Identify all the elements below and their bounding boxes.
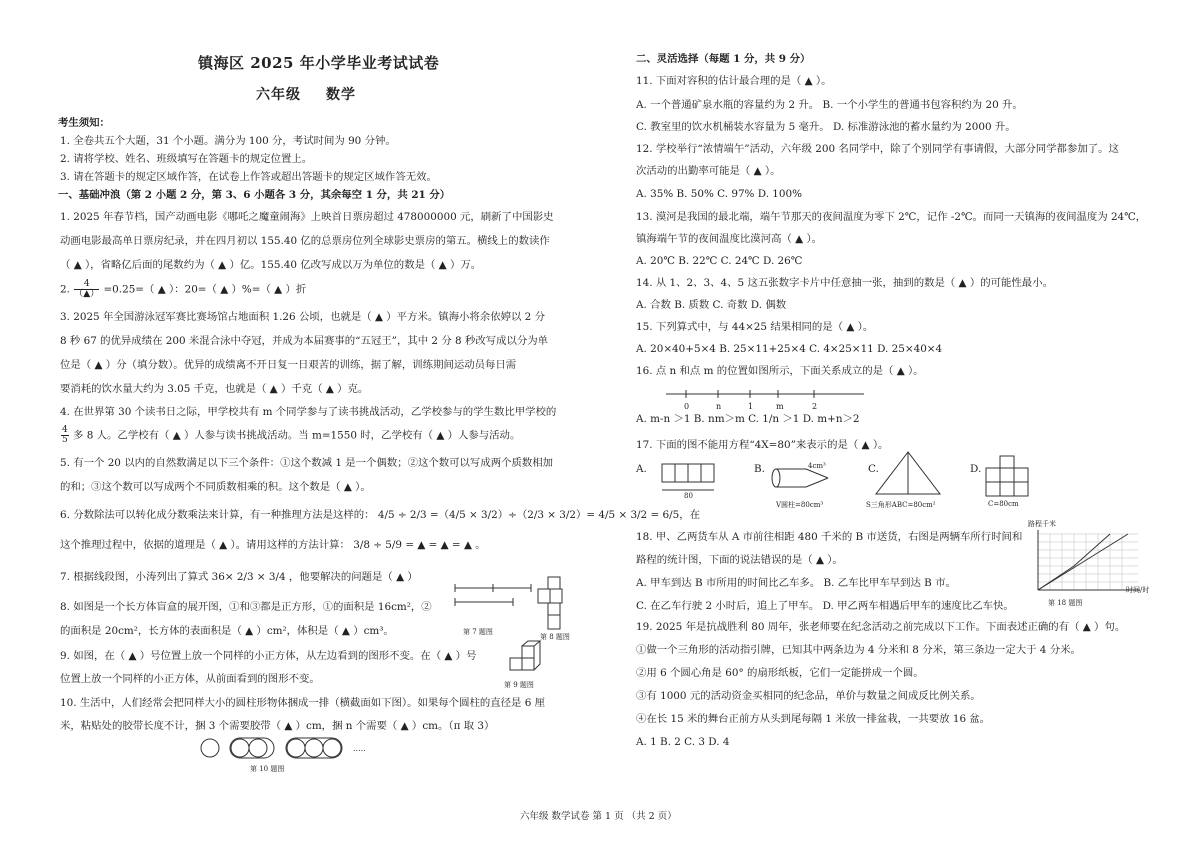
figure-9-caption: 第 9 题图	[504, 681, 534, 689]
section2-heading: 二、灵活选择（每题 1 分，共 9 分）	[636, 53, 811, 65]
question-line: 19. 2025 年是抗战胜利 80 周年，张老师要在纪念活动之前完成以下工作。下面表述正确的有（ ▲ ）句。	[636, 621, 1126, 633]
q17-figure-c	[872, 450, 944, 500]
question-line: 18. 甲、乙两货车从 A 市前往相距 480 千米的 B 市送货，右图是两辆车所行时间和	[636, 531, 1023, 543]
tick-label: m	[776, 402, 784, 411]
figure-18-caption: 第 18 题图	[1048, 599, 1083, 607]
q7-fraction: 2/3 × 3/4	[236, 571, 286, 583]
q2-numerator: 4	[74, 280, 99, 290]
tick-label: 1	[748, 402, 754, 411]
section1-heading: 一、基础冲浪（第 2 小题 2 分，第 3、6 小题各 3 分，其余每空 1 分，共 21 分）	[58, 189, 451, 201]
fig18-ylabel: 路程千米	[1028, 520, 1056, 528]
q17-b-formula: V圆柱=80cm³	[776, 501, 824, 509]
notice-item: 2. 请将学校、姓名、班级填写在答题卡的规定位置上。	[60, 153, 313, 165]
notice-heading: 考生须知：	[58, 117, 110, 129]
question-line: 1. 2025 年春节档，国产动画电影《哪吒之魔童闹海》上映首日票房超过 478000000 元，刷新了中国影史	[60, 211, 554, 223]
q6-text2: 这个推理过程中，依据的道理是（ ▲ ）。请用这样的方法计算：	[60, 539, 350, 551]
q17-option-c: C.	[868, 463, 879, 475]
q4-denominator: 5	[62, 435, 68, 445]
figure-9-cubes	[506, 640, 546, 678]
question-line: A. 35% B. 50% C. 97% D. 100%	[636, 188, 803, 200]
q17-figure-d	[984, 454, 1044, 500]
q6-text: 6. 分数除法可以转化成分数乘法来计算，有一种推理方法是这样的：	[60, 509, 375, 521]
tick-label: 0	[684, 402, 690, 411]
q17-a-note: 80	[684, 492, 693, 500]
q7-text: 7. 根据线段图，小涛列出了算式 36×	[60, 571, 234, 583]
figure-8-caption: 第 8 题图	[540, 633, 570, 641]
question-line: 15. 下列算式中，与 44×25 结果相同的是（ ▲ ）。	[636, 321, 874, 333]
notice-item: 3. 请在答题卡的规定区域作答，在试卷上作答或超出答题卡的规定区域作答无效。	[60, 171, 437, 183]
question-2	[60, 280, 306, 299]
question-line: 位是（ ▲ ）分（填分数）。优异的成绩离不开日复一日艰苦的训练，据了解，训练期间运动员每日需	[60, 359, 517, 371]
q6-equation: 4/5 ÷ 2/3 =（4/5 × 3/2）÷（2/3 × 3/2）= 4/5 × 3/2 = 6/5，在	[377, 509, 700, 521]
figure-10-caption: 第 10 题图	[250, 765, 285, 773]
question-6	[60, 508, 700, 522]
q2-fraction	[74, 280, 99, 299]
question-line: 5. 有一个 20 以内的自然数满足以下三个条件：①这个数减 1 是一个偶数；②这个数可以写成两个质数相加	[60, 457, 554, 469]
question-line: A. 甲车到达 B 市所用的时间比乙车多。 B. 乙车比甲车早到达 B 市。	[636, 577, 956, 589]
q17-option-b: B.	[754, 463, 765, 475]
question-line: 17. 下面的图不能用方程“4X=80”来表示的是（ ▲ ）。	[636, 439, 889, 451]
question-line: 9. 如图，在（ ▲ ）号位置上放一个同样的小正方体，从左边看到的图形不变。在（ ▲ ）号	[60, 650, 477, 662]
subject-label: 数学	[326, 87, 356, 103]
question-line: 11. 下面对容积的估计最合理的是（ ▲ ）。	[636, 75, 832, 87]
q4-fraction	[61, 426, 69, 445]
question-line: 16. 点 n 和点 m 的位置如图所示，下面关系成立的是（ ▲ ）。	[636, 365, 924, 377]
exam-title: 镇海区 2025 年小学毕业考试试卷	[198, 54, 440, 72]
page-footer: 六年级 数学试卷 第 1 页 （共 2 页）	[520, 811, 677, 822]
question-line: ②用 6 个圆心角是 60° 的扇形纸板，它们一定能拼成一个圆。	[636, 667, 924, 679]
figure-7-caption: 第 7 题图	[463, 628, 493, 636]
question-line: A. 一个普通矿泉水瓶的容量约为 2 升。 B. 一个小学生的普通书包容积约为 20 升。	[636, 99, 1023, 111]
question-6-line2	[60, 538, 486, 552]
question-line: （ ▲ ），省略亿后面的尾数约为（ ▲ ）亿。155.40 亿改写成以万为单位的数是（ ▲ ）万。	[60, 259, 482, 271]
question-line: 14. 从 1、2、3、4、5 这五张数字卡片中任意抽一张，抽到的数是（ ▲ ）的可能性最小。	[636, 277, 1053, 289]
question-line: ③有 1000 元的活动资金买相同的纪念品，单价与数量之间成反比例关系。	[636, 690, 981, 702]
fig18-xlabel: 时间/时	[1126, 586, 1150, 594]
question-line: ①做一个三角形的活动指引牌，已知其中两条边为 4 分米和 8 分米，第三条边一定大于 4 分米。	[636, 644, 1081, 656]
figure-10-circles	[198, 736, 398, 760]
q17-option-a: A.	[636, 463, 647, 475]
q2-prefix: 2.	[60, 283, 70, 296]
q17-c-formula: S三角形ABC=80cm²	[866, 501, 936, 509]
question-line: 动画电影最高单日票房纪录，并在四月初以 155.40 亿的总票房位列全球影史票房的第五。横线上的数读作	[60, 235, 550, 247]
question-line: 的和；③这个数可以写成两个不同质数相乘的积。这个数是（ ▲ ）。	[60, 481, 371, 493]
figure-7-segments	[453, 568, 533, 618]
q2-denominator: （▲）	[74, 289, 100, 299]
q17-figure-b	[770, 462, 840, 498]
grade-label: 六年级	[256, 87, 301, 103]
q7-rest: ，他要解决的问题是（ ▲ ）	[288, 571, 418, 583]
question-line: 位置上放一个同样的小正方体，从前面看到的图形不变。	[60, 673, 320, 685]
notice-item: 1. 全卷共五个大题，31 个小题。满分为 100 分，考试时间为 90 分钟。	[60, 135, 396, 147]
question-line: 10. 生活中，人们经常会把同样大小的圆柱形物体捆成一排（横截面如下图）。如果每个圆柱的直径是 6 厘	[60, 697, 546, 709]
question-line: 3. 2025 年全国游泳冠军赛比赛场馆占地面积 1.26 公顷，也就是（ ▲ ）平方米。镇海小将余依婷以 2 分	[60, 311, 545, 323]
question-line: C. 教室里的饮水机桶装水容量为 5 毫升。 D. 标准游泳池的蓄水量约为 2000 升。	[636, 121, 1016, 133]
tick-label: n	[716, 402, 722, 411]
q17-b-note: 4cm³	[808, 462, 826, 470]
question-line: 次活动的出勤率可能是（ ▲ ）。	[636, 165, 781, 177]
question-line: 8 秒 67 的优异成绩在 200 米混合泳中夺冠，并成为本届赛事的“五冠王”，其中 2 分 8 秒改写成以分为单	[60, 335, 549, 347]
question-line: A. 1 B. 2 C. 3 D. 4	[636, 736, 730, 748]
q17-option-d: D.	[970, 463, 982, 475]
question-7	[60, 570, 418, 584]
tick-label: 2	[812, 402, 818, 411]
question-line: 路程的统计图，下面的说法错误的是（ ▲ ）。	[636, 554, 843, 566]
question-line: A. 20℃ B. 22℃ C. 24℃ D. 26℃	[636, 255, 803, 267]
question-line: A. 合数 B. 质数 C. 奇数 D. 偶数	[636, 299, 787, 311]
svg-text:.....: .....	[353, 744, 366, 753]
question-line: 米，粘贴处的胶带长度不计，捆 3 个需要胶带（ ▲ ）cm，捆 n 个需要（ ▲ ）cm。（π 取 3）	[60, 720, 495, 732]
number-line	[666, 384, 866, 414]
question-line: 8. 如图是一个长方体盲盒的展开图，①和③都是正方形，①的面积是 16cm²，②	[60, 601, 432, 613]
q17-d-note: C=80cm	[988, 500, 1019, 508]
question-line: A. m-n ＞1 B. nm＞m C. 1/n ＞1 D. m+n＞2	[636, 413, 860, 425]
q2-rest: =0.25=（ ▲ ）：20=（ ▲ ）%=（ ▲ ）折	[103, 283, 307, 296]
question-line: 的面积是 20cm²，长方体的表面积是（ ▲ ）cm²，体积是（ ▲ ）cm³。	[60, 625, 394, 637]
q4-numerator: 4	[62, 425, 68, 435]
question-line: 要消耗的饮水量大约为 3.05 千克，也就是（ ▲ ）千克（ ▲ ）克。	[60, 383, 369, 395]
q6-calc: 3/8 ÷ 5/9 = ▲ = ▲ = ▲ 。	[353, 539, 486, 551]
figure-8-net	[538, 575, 572, 635]
question-line: A. 20×40+5×4 B. 25×11+25×4 C. 4×25×11 D. 25×40×4	[636, 343, 943, 355]
q4-rest: 多 8 人。乙学校有（ ▲ ）人参与读书挑战活动。当 m=1550 时，乙学校有（ ▲ ）人参与活动。	[73, 429, 521, 442]
question-4-line2	[60, 426, 520, 445]
question-line: 镇海端午节的夜间温度比漠河高（ ▲ ）。	[636, 233, 823, 245]
question-line: 12. 学校举行“浓情端午”活动，六年级 200 名同学中，除了个别同学有事请假，大部分同学都参加了。这	[636, 143, 1119, 155]
question-line: 4. 在世界第 30 个读书日之际，甲学校共有 m 个同学参与了读书挑战活动，乙学校参与的学生数比甲学校的	[60, 406, 557, 418]
question-line: ④在长 15 米的舞台正前方从头到尾每隔 1 米放一排盆栽，一共要放 16 盆。	[636, 713, 991, 725]
question-line: 13. 漠河是我国的最北端，端午节那天的夜间温度为零下 2℃，记作 -2℃。而同一天镇海的夜间温度为 24℃，	[636, 211, 1147, 223]
question-line: C. 在乙车行驶 2 小时后，追上了甲车。 D. 甲乙两车相遇后甲车的速度比乙车快。	[636, 600, 1014, 612]
